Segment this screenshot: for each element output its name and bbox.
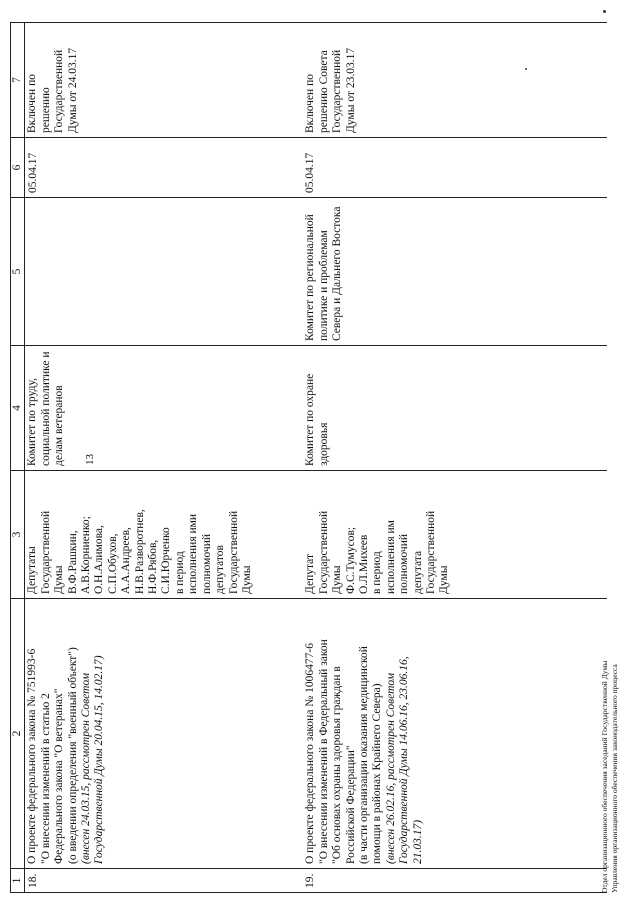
column-number: 4 <box>11 346 25 471</box>
title-line: (в части организации оказания медицинской <box>358 646 371 864</box>
bill-note-line: (внесен 24.03.15, рассмотрен Советом <box>80 672 93 864</box>
title-line: помощи в районах Крайнего Севера) <box>371 683 384 864</box>
decision-line: Думы от 23.03.17 <box>344 47 357 133</box>
footer-line: Отдел организационного обеспечения заседаний Государственной Думы <box>600 660 609 893</box>
deadline-date: 05.04.17 <box>290 138 505 198</box>
author-line: Думы <box>331 565 344 594</box>
author-line: Ф.С.Тумусов; <box>344 526 357 594</box>
decision-line: Включен по <box>26 74 39 133</box>
page-number: 13 <box>84 454 96 465</box>
column-number: 2 <box>11 599 25 869</box>
author-line: депутатов <box>214 545 227 594</box>
author-line: Государственной <box>425 510 438 594</box>
title-line: "Об основах охраны здоровья граждан в <box>331 666 344 864</box>
author-line: Н.В.Разворотнев, <box>133 509 146 594</box>
title-line: "О внесении изменений в Федеральный закон <box>317 639 330 864</box>
title-line: О проекте федерального закона № 1006477-6 <box>304 643 317 864</box>
bill-title <box>290 599 505 869</box>
bill-note-line: Государственной Думы 20.04.15, 14.02.17) <box>93 655 106 864</box>
decision-line: Думы от 24.03.17 <box>66 47 79 133</box>
row-number: 19. <box>290 869 505 893</box>
author-line: С.И.Юрченко <box>160 527 173 594</box>
decision <box>25 23 291 138</box>
author-line: Думы <box>53 565 66 594</box>
column-number: 5 <box>11 198 25 346</box>
co-executor-committee <box>25 198 291 346</box>
bill-authors <box>290 471 505 599</box>
title-line: О проекте федерального закона № 751993-6 <box>26 648 39 864</box>
author-line: полномочий <box>398 534 411 594</box>
author-line: В.Ф.Рашкин, <box>66 530 79 594</box>
author-line: Думы <box>438 565 451 594</box>
author-line: исполнения им <box>384 520 397 594</box>
author-line: С.П.Обухов, <box>106 533 119 594</box>
author-line: А.В.Корниенко; <box>80 516 93 594</box>
author-line: в период <box>173 551 186 594</box>
responsible-committee: Комитет по труду, социальной политике и делам ветеранов <box>25 346 291 471</box>
decision-line: Включен по <box>304 74 317 133</box>
column-number: 7 <box>11 23 25 138</box>
table-row <box>25 23 291 893</box>
title-line: Российской Федерации" <box>344 745 357 864</box>
footer <box>600 661 620 893</box>
author-line: О.Л.Михеев <box>358 534 371 594</box>
author-line: Н.Ф.Рябов, <box>147 539 160 594</box>
co-executor-committee: Комитет по региональной политике и проблемам Севера и Дальнего Востока <box>290 198 505 346</box>
author-line: Думы <box>240 565 253 594</box>
title-line: (о введении определения "военный объект") <box>66 647 79 864</box>
decision-line: решению <box>39 87 52 133</box>
bill-note-line: Государственной Думы 14.06.16, 23.06.16, <box>398 656 411 864</box>
bill-note-line: (внесен 26.02.16, рассмотрен Советом <box>384 672 397 864</box>
author-line: полномочий <box>200 534 213 594</box>
decision <box>290 23 505 138</box>
author-line: депутата <box>411 550 424 594</box>
author-line: в период <box>371 551 384 594</box>
column-number: 1 <box>11 869 25 893</box>
decision-line: Государственной <box>331 49 344 133</box>
author-line: О.Н.Алимова, <box>93 525 106 594</box>
bill-title <box>25 599 291 869</box>
author-line: Депутат <box>304 554 317 594</box>
table-continuation <box>505 23 607 893</box>
author-line: Государственной <box>39 510 52 594</box>
author-line: Государственной <box>227 510 240 594</box>
scan-speck <box>603 10 606 13</box>
column-number: 3 <box>11 471 25 599</box>
bill-note-line: 21.03.17) <box>411 819 424 864</box>
author-line: Депутаты <box>26 546 39 594</box>
column-number: 6 <box>11 138 25 198</box>
legislation-table <box>10 22 607 893</box>
responsible-committee: Комитет по охране здоровья <box>290 346 505 471</box>
title-line: "О внесении изменений в статью 2 <box>39 693 52 864</box>
author-line: А.А.Андреев, <box>120 527 133 594</box>
author-line: Государственной <box>317 510 330 594</box>
column-number-row <box>11 23 25 893</box>
deadline-date: 05.04.17 <box>25 138 291 198</box>
row-number: 18. <box>25 869 291 893</box>
decision-line: Государственной <box>53 49 66 133</box>
bill-authors <box>25 471 291 599</box>
table-row <box>290 23 505 893</box>
footer-line: Управления организационного обеспечения законодательного процесса <box>610 664 619 893</box>
scan-speck <box>525 68 527 70</box>
title-line: Федерального закона "О ветеранах" <box>53 688 66 864</box>
author-line: исполнения ими <box>187 513 200 594</box>
decision-line: решению Совета <box>317 50 330 133</box>
